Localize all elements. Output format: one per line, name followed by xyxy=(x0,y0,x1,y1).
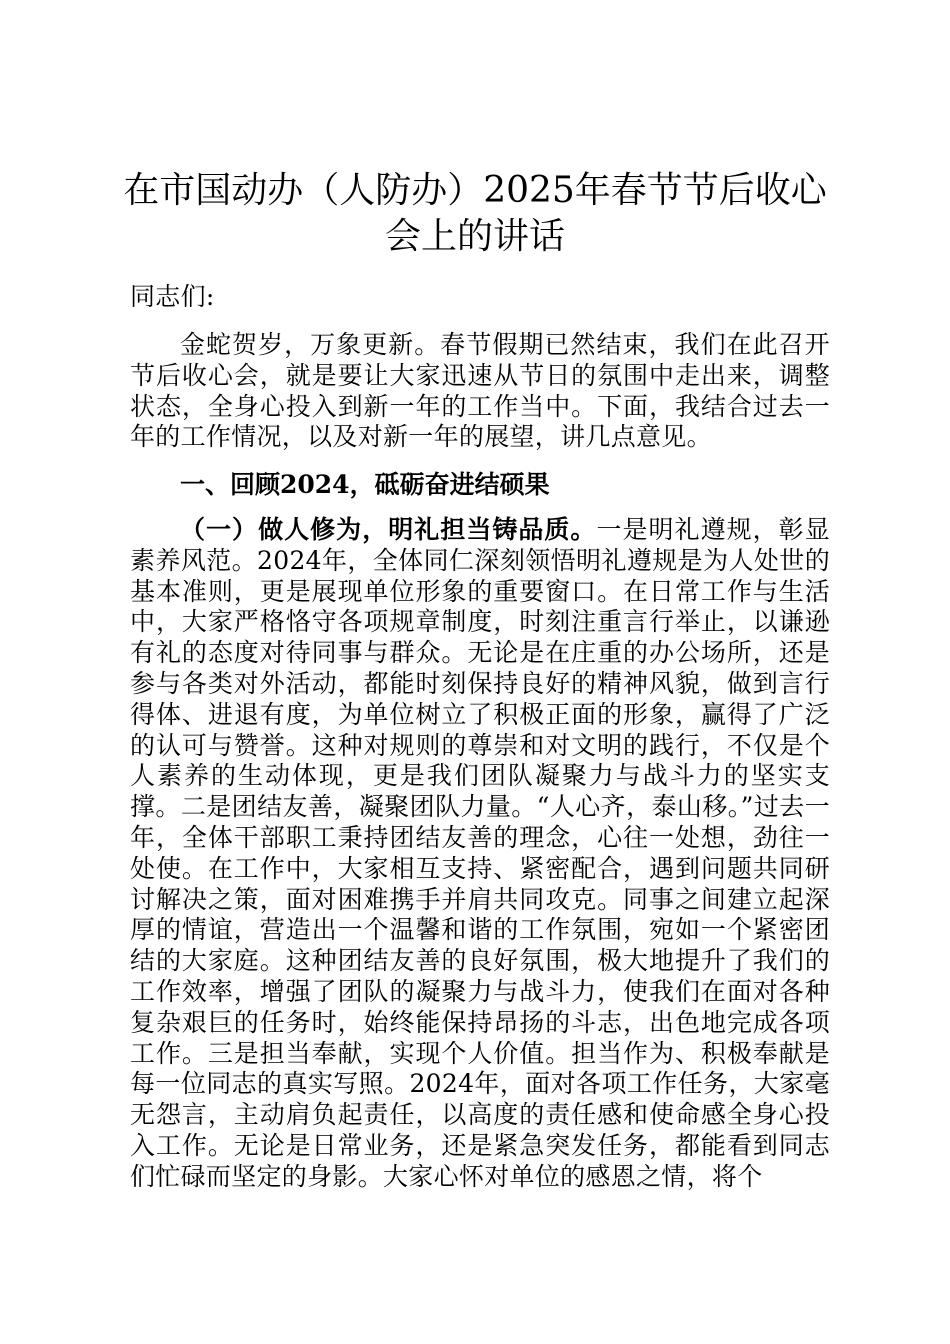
document-title: 在市国动办（人防办）2025年春节节后收心会上的讲话 xyxy=(123,170,827,257)
paragraph-intro: 金蛇贺岁，万象更新。春节假期已然结束，我们在此召开节后收心会，就是要让大家迅速从节日的氛围中走出来，调整状态，全身心投入到新一年的工作当中。下面，我结合过去一年的工作情况，以及对新一年的展望，讲几点意见。 xyxy=(130,330,830,452)
salutation: 同志们: xyxy=(130,282,215,311)
subsection-text: 一是明礼遵规，彰显素养风范。2024年，全体同仁深刻领悟明礼遵规是为人处世的基本准则，更是展现单位形象的重要窗口。在日常工作与生活中，大家严格恪守各项规章制度，时刻注重言行举止，以谦逊有礼的态度对待同事与群众。无论是在庄重的办公场所，还是参与各类对外活动，都能时刻保持良好的精神风貌，做到言行得体、进退有度，为单位树立了积极正面的形象，赢得了广泛的认可与赞誉。这种对规则的尊崇和对文明的践行，不仅是个人素养的生动体现，更是我们团队凝聚力与战斗力的坚实支撑。二是团结友善，凝聚团队力量。“人心齐，泰山移。”过去一年，全体干部职工秉持团结友善的理念，心往一处想，劲往一处使。在工作中，大家相互支持、紧密配合，遇到问题共同研讨解决之策，面对困难携手并肩共同攻克。同事之间建立起深厚的情谊，营造出一个温馨和谐的工作氛围，宛如一个紧密团结的大家庭。这种团结友善的良好氛围，极大地提升了我们的工作效率，增强了团队的凝聚力与战斗力，使我们在面对各种复杂艰巨的任务时，始终能保持昂扬的斗志，出色地完成各项工作。三是担当奉献，实现个人价值。担当作为、积极奉献是每一位同志的真实写照。2024年，面对各项工作任务，大家毫无怨言，主动肩负起责任，以高度的责任感和使命感全身心投入工作。无论是日常业务，还是紧急突发任务，都能看到同志们忙碌而坚定的身影。大家心怀对单位的感恩之情，将个 xyxy=(130,515,830,1191)
section-heading: 一、回顾2024，砥砺奋进结硕果 xyxy=(180,470,550,499)
paragraph-subsection xyxy=(130,515,830,1193)
subsection-lead: （一）做人修为，明礼担当铸品质。 xyxy=(180,515,597,544)
